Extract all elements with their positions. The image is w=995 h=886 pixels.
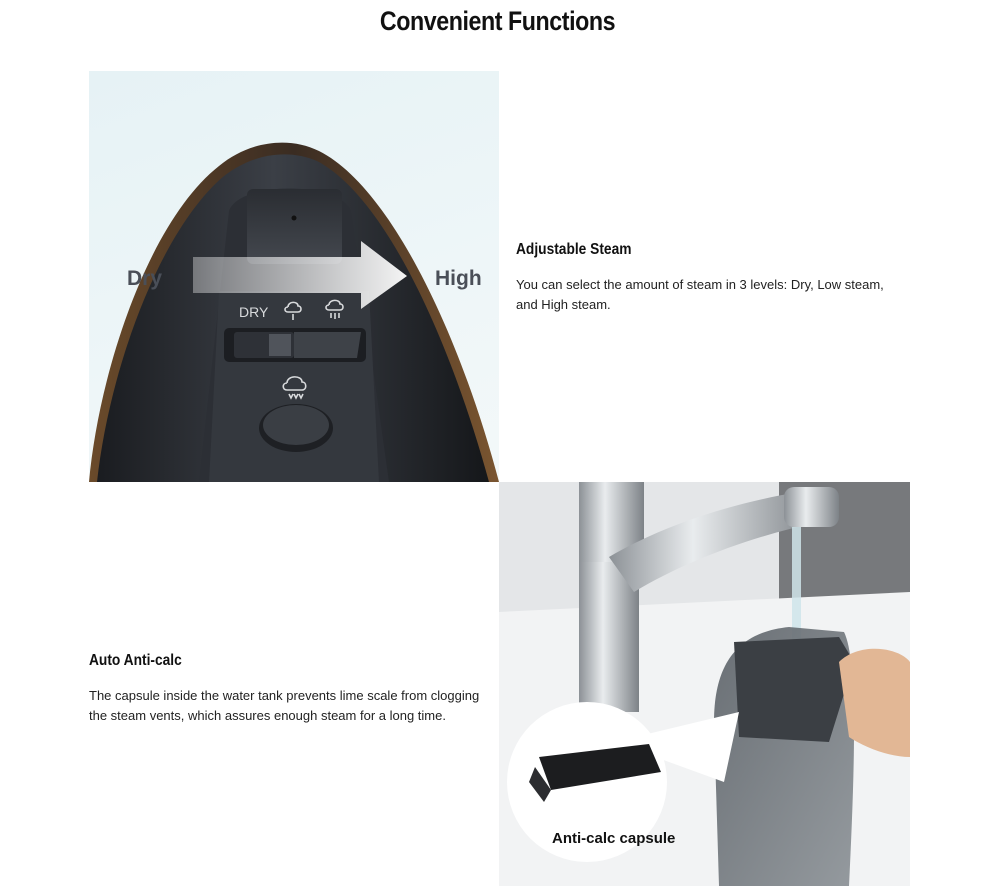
steam-selector-image bbox=[89, 71, 499, 482]
label-high: High bbox=[435, 267, 482, 290]
label-dry: Dry bbox=[127, 267, 163, 290]
dial-label-dry: DRY bbox=[239, 304, 269, 320]
capsule-callout-label: Anti-calc capsule bbox=[552, 830, 676, 847]
feature-heading-auto-anti-calc: Auto Anti-calc bbox=[89, 652, 182, 669]
feature-text-auto-anti-calc: The capsule inside the water tank prevents lime scale from clogging the steam vents, which assures enough steam for a long time. bbox=[89, 688, 480, 723]
page-title: Convenient Functions bbox=[379, 6, 616, 36]
feature-text-adjustable-steam: You can select the amount of steam in 3 levels: Dry, Low steam, and High steam. bbox=[516, 277, 884, 312]
feature-heading-adjustable-steam: Adjustable Steam bbox=[516, 241, 632, 258]
anti-calc-image bbox=[499, 482, 910, 886]
